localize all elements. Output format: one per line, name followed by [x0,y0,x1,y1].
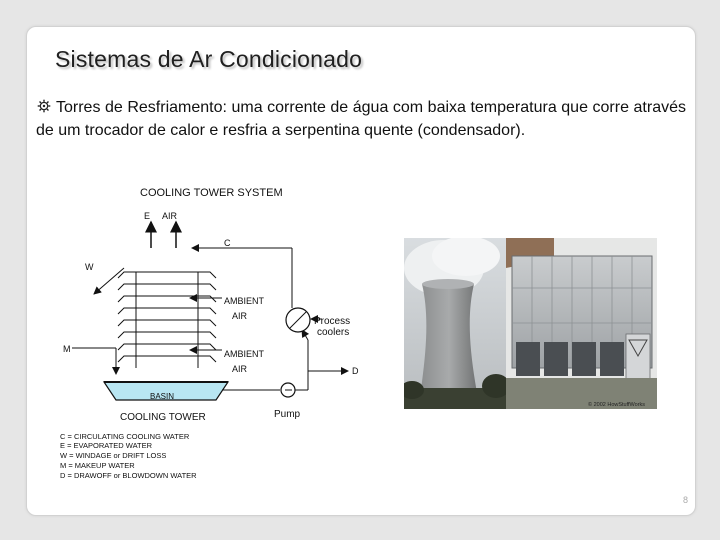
tower-label: COOLING TOWER [120,412,206,423]
fan-opening-4 [600,342,624,376]
legend-w: W = WINDAGE or DRIFT LOSS [60,451,167,460]
gear-bullet-icon [36,99,52,113]
label-air-top: AIR [162,211,178,221]
cooling-towers-photo [404,238,657,409]
bullet-text: Torres de Resfriamento: uma corrente de água com baixa temperatura que corre através de um trocador de calor e resfria a serpentina quente (condensador). [36,99,686,139]
fan-opening-2 [544,342,568,376]
basin-label: BASIN [150,392,175,401]
ambient-air-lower-1: AMBIENT [224,349,265,359]
diagram-heading: COOLING TOWER SYSTEM [140,187,283,199]
page-number: 8 [682,495,688,505]
slide-title: Sistemas de Ar Condicionado [55,46,363,72]
legend-e: E = EVAPORATED WATER [60,441,153,450]
bullet-paragraph [36,96,686,142]
label-e: E [144,211,151,221]
windage-arrow [94,268,124,294]
label-m: M [63,344,71,354]
process-label-1: Process [314,316,351,327]
photo-copyright: © 2002 HowStuffWorks [588,402,646,408]
ambient-air-lower-2: AIR [232,364,248,374]
diagram-legend [60,432,197,480]
process-label-2: coolers [317,327,350,338]
fan-opening-3 [572,342,596,376]
pump-label: Pump [274,409,301,420]
cooling-tower-diagram [52,178,362,486]
legend-d: D = DRAWOFF or BLOWDOWN WATER [60,471,197,480]
ambient-air-upper-2: AIR [232,311,248,321]
legend-m: M = MAKEUP WATER [60,461,135,470]
tower-fill-slats [118,272,216,368]
label-w: W [85,262,94,272]
fan-opening-1 [516,342,540,376]
ambient-air-upper-1: AMBIENT [224,296,265,306]
legend-c: C = CIRCULATING COOLING WATER [60,432,190,441]
label-c: C [224,238,231,248]
label-d: D [352,366,359,376]
